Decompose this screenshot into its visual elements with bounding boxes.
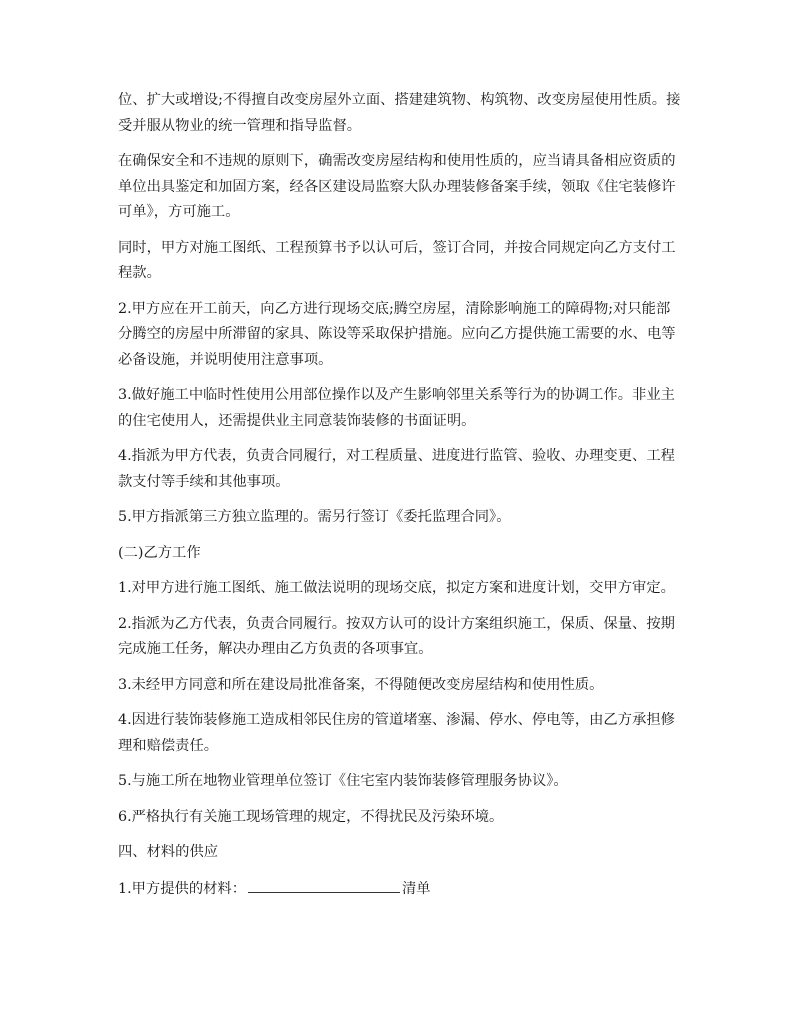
paragraph-14: 6.严格执行有关施工现场管理的规定，不得扰民及污染环境。 <box>118 808 504 825</box>
paragraph-11: 3.未经甲方同意和所在建设局批准备案，不得随便改变房屋结构和使用性质。 <box>118 676 604 693</box>
materials-prefix: 1.甲方提供的材料： <box>118 880 247 897</box>
paragraph-7: 5.甲方指派第三方独立监理的。需另行签订《委托监理合同》。 <box>118 509 511 525</box>
document-page <box>118 88 683 912</box>
section-heading-party-b: (二)乙方工作 <box>118 544 201 561</box>
paragraph-13: 5.与施工所在地物业管理单位签订《住宅室内装饰装修管理服务协议》。 <box>118 773 568 789</box>
paragraph-6: 4.指派为甲方代表，负责合同履行，对工程质量、进度进行监管、验收、办理变更、工程款支付等手续和其他事项。 <box>118 448 675 490</box>
paragraph-5: 3.做好施工中临时性使用公用部位操作以及产生影响邻里关系等行为的协调工作。非业主的住宅使用人，还需提供业主同意装饰装修的书面证明。 <box>118 387 675 429</box>
materials-list-line <box>118 876 683 903</box>
paragraph-9: 1.对甲方进行施工图纸、施工做法说明的现场交底，拟定方案和进度计划，交甲方审定。 <box>118 580 675 596</box>
materials-suffix: 清单 <box>402 880 431 897</box>
paragraph-3: 同时，甲方对施工图纸、工程预算书予以认可后，签订合同，并按合同规定向乙方支付工程款。 <box>118 239 676 281</box>
paragraph-4: 2.甲方应在开工前天，向乙方进行现场交底;腾空房屋，清除影响施工的障碍物;对只能部分腾空的房屋中所滞留的家具、陈设等采取保护措施。应向乙方提供施工需要的水、电等必备设施，并说明使用注意事项。 <box>118 300 676 368</box>
section-heading-materials: 四、材料的供应 <box>118 844 219 860</box>
paragraph-2: 在确保安全和不违规的原则下，确需改变房屋结构和使用性质的，应当请具备相应资质的单位出具鉴定和加固方案，经各区建设局监察大队办理装修备案手续，领取《住宅装修许可单》，方可施工。 <box>118 153 676 220</box>
fill-in-blank <box>248 876 400 893</box>
paragraph-12: 4.因进行装饰装修施工造成相邻民住房的管道堵塞、渗漏、停水、停电等，由乙方承担修理和赔偿责任。 <box>118 712 675 754</box>
paragraph-10: 2.指派为乙方代表，负责合同履行。按双方认可的设计方案组织施工，保质、保量、按期完成施工任务，解决办理由乙方负责的各项事宜。 <box>118 615 675 657</box>
paragraph-1: 位、扩大或增设;不得擅自改变房屋外立面、搭建建筑物、构筑物、改变房屋使用性质。接受并服从物业的统一管理和指导监督。 <box>118 92 681 134</box>
